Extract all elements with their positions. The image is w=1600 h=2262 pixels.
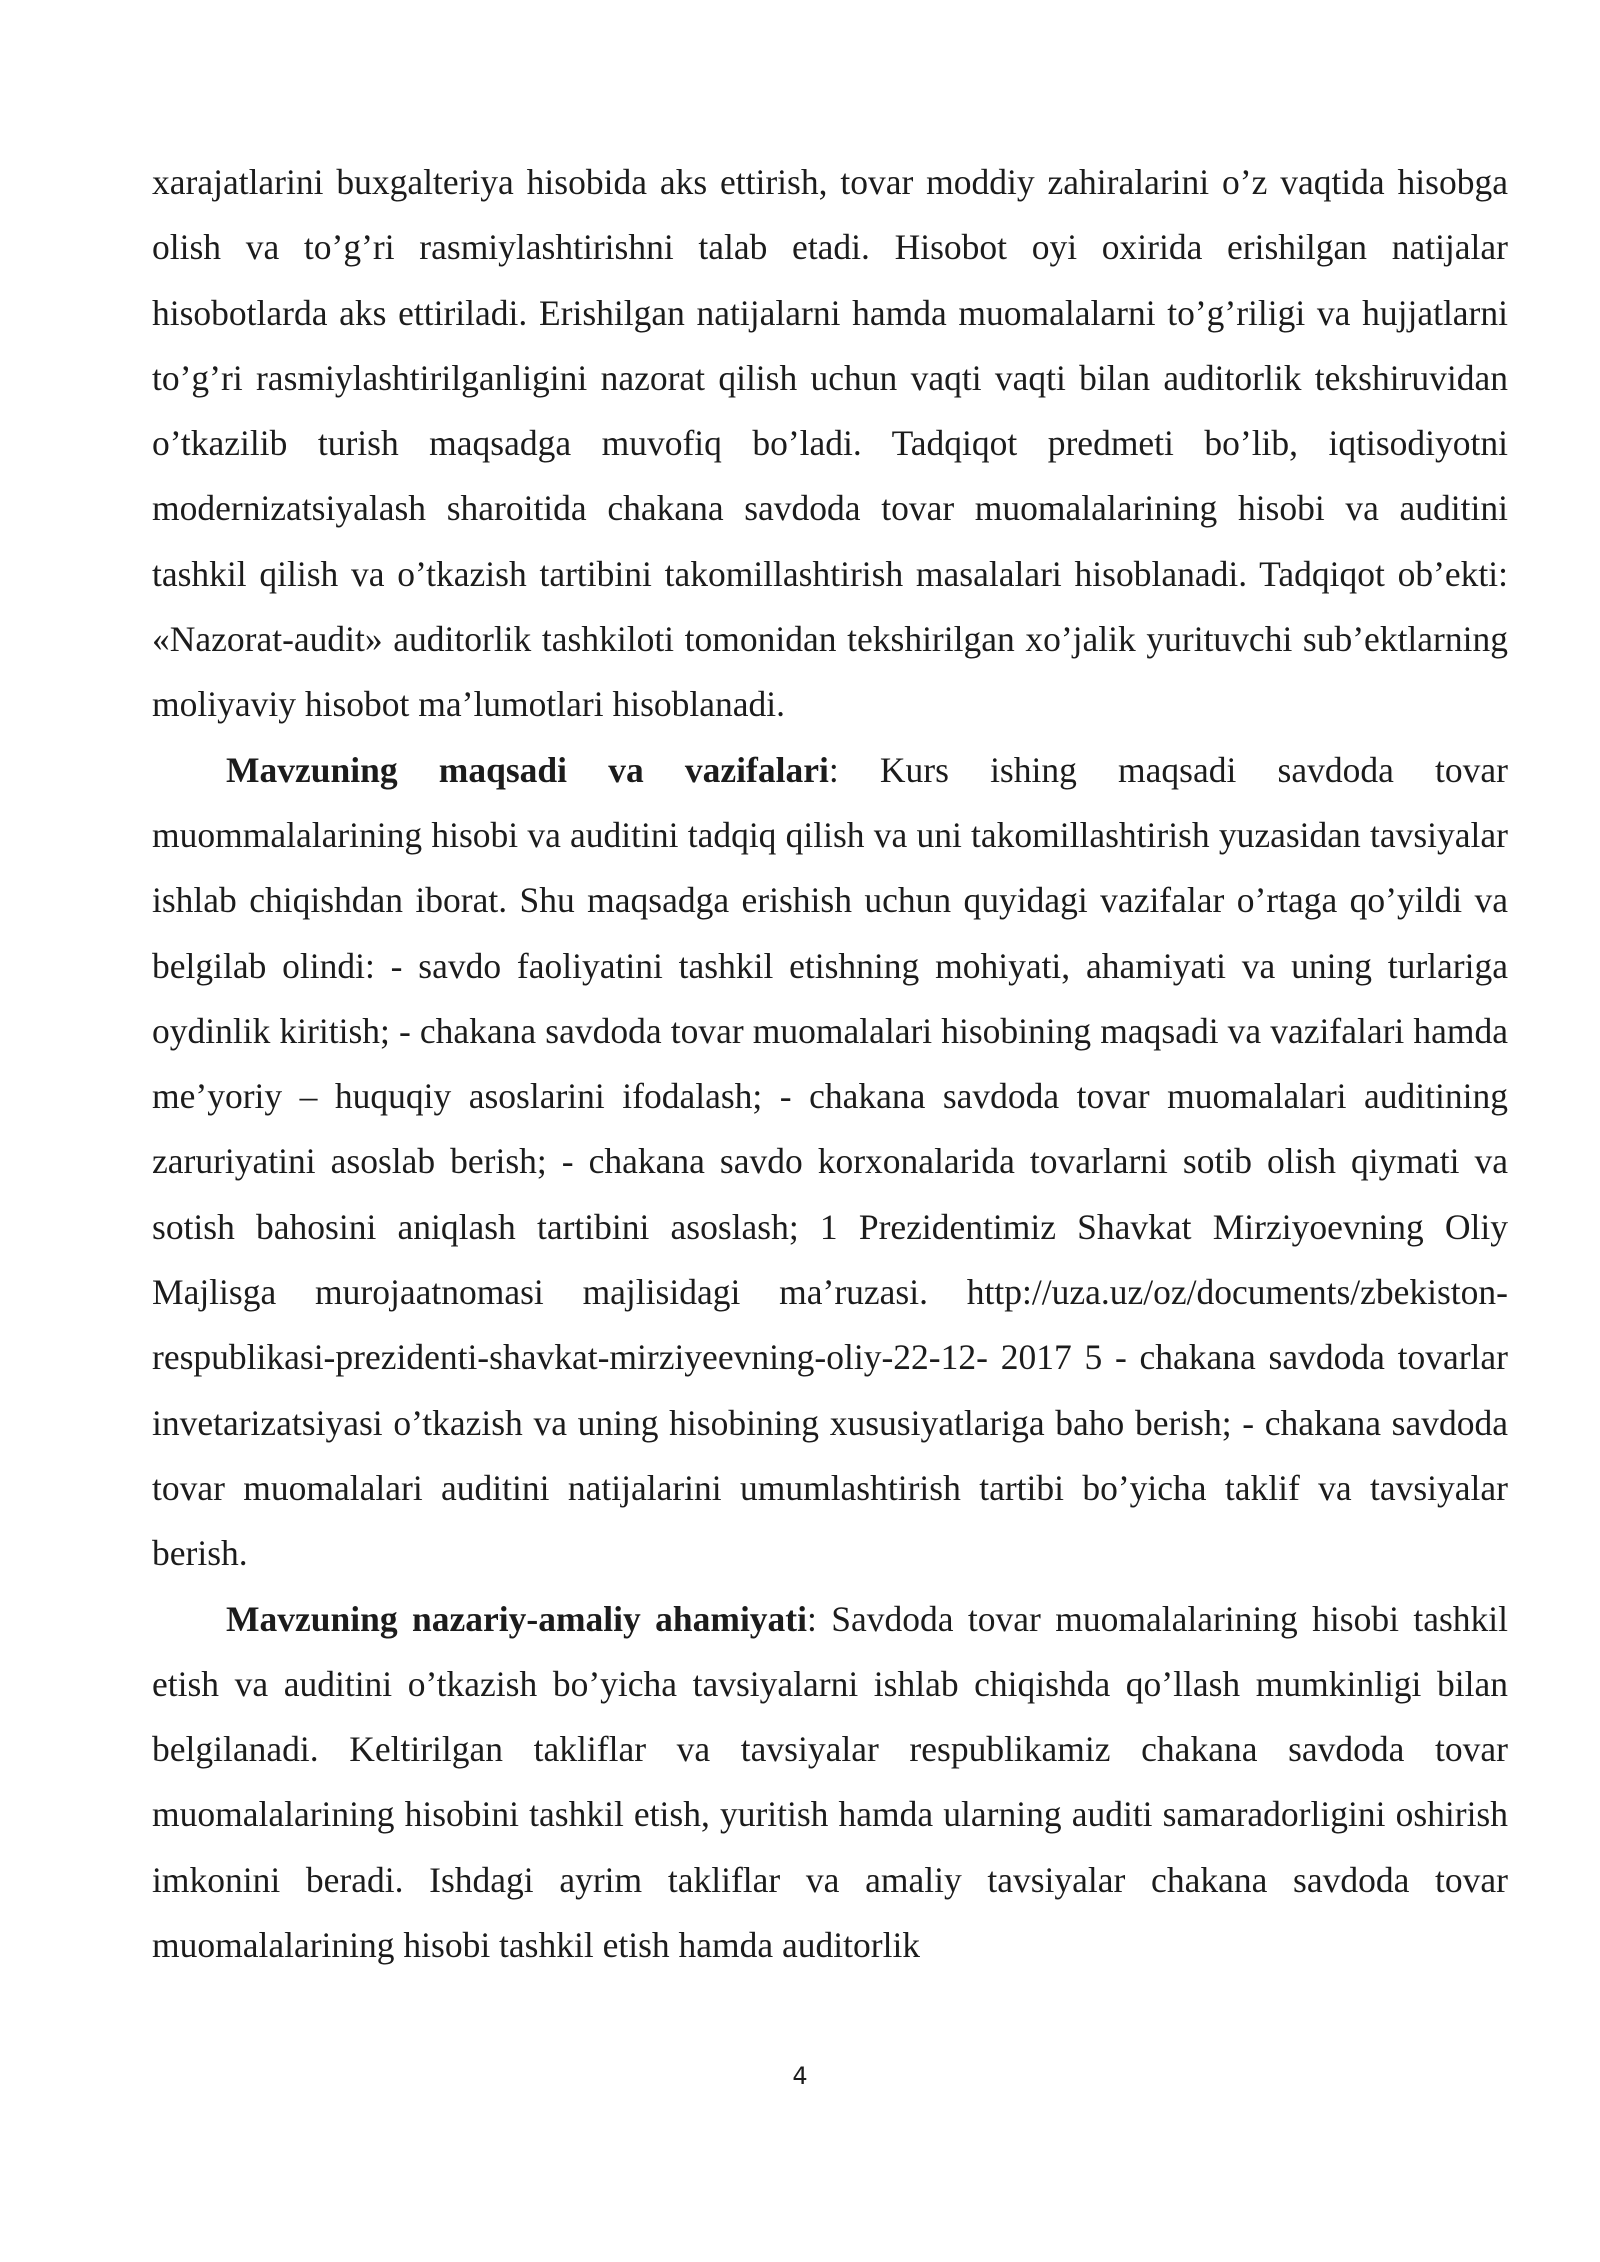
page-number: 4: [792, 2062, 808, 2090]
goals-text: : Kurs ishing maqsadi savdoda tovar muommalalarining hisobi va auditini tadqiq qilish va uni takomillashtirish yuzasidan tavsiyalar ishlab chiqishdan iborat. Shu maqsadga erishish uchun quyidagi vazifalar o’rtaga qo’yildi va belgilab olindi: - savdo faoliyatini tashkil etishning mohiyati, ahamiyati va uning turlariga oydinlik kiritish; - chakana savdoda tovar muomalalari hisobining maqsadi va vazifalari hamda me’yoriy – huquqiy asoslarini ifodalash; - chakana savdoda tovar muomalalari auditining zaruriyatini asoslab berish; - chakana savdo korxonalarida tovarlarni sotib olish qiymati va sotish bahosini aniqlash tartibini asoslash; 1 Prezidentimiz Shavkat Mirziyoevning Oliy Majlisga murojaatnomasi majlisidagi ma’ruzasi. http://uza.uz/oz/documents/zbekiston-respublikasi-prezidenti-shavkat-mirziyeevning-oliy-22-12- 2017 5 - chakana savdoda tovarlar invetarizatsiyasi o’tkazish va uning hisobining xususiyatlariga baho berish; - chakana savdoda tovar muomalalari auditini natijalarini umumlashtirish tartibi bo’yicha taklif va tavsiyalar berish.: [152, 749, 1508, 1574]
significance-heading: Mavzuning nazariy-amaliy ahamiyati: [226, 1598, 807, 1639]
significance-text: : Savdoda tovar muomalalarining hisobi tashkil etish va auditini o’tkazish bo’yicha tavsiyalarni ishlab chiqishda qo’llash mumkinligi bilan belgilanadi. Keltirilgan takliflar va tavsiyalar respublikamiz chakana savdoda tovar muomalalarining hisobini tashkil etish, yuritish hamda ularning auditi samaradorligini oshirish imkonini beradi. Ishdagi ayrim takliflar va amaliy tavsiyalar chakana savdoda tovar muomalalarining hisobi tashkil etish hamda auditorlik: [152, 1598, 1508, 1966]
paragraph-significance: [152, 1587, 1508, 1979]
goals-heading: Mavzuning maqsadi va vazifalari: [226, 749, 829, 790]
paragraph-intro: xarajatlarini buxgalteriya hisobida aks ettirish, tovar moddiy zahiralarini o’z vaqtida hisobga olish va to’g’ri rasmiylashtirishni talab etadi. Hisobot oyi oxirida erishilgan natijalar hisobotlarda aks ettiriladi. Erishilgan natijalarni hamda muomalalarni to’g’riligi va hujjatlarni to’g’ri rasmiylashtirilganligini nazorat qilish uchun vaqti vaqti bilan auditorlik tekshiruvidan o’tkazilib turish maqsadga muvofiq bo’ladi. Tadqiqot predmeti bo’lib, iqtisodiyotni modernizatsiyalash sharoitida chakana savdoda tovar muomalalarining hisobi va auditini tashkil qilish va o’tkazish tartibini takomillashtirish masalalari hisoblanadi. Tadqiqot ob’ekti: «Nazorat-audit» auditorlik tashkiloti tomonidan tekshirilgan xo’jalik yurituvchi sub’ektlarning moliyaviy hisobot ma’lumotlari hisoblanadi.: [152, 162, 1508, 725]
paragraph-goals: [152, 738, 1508, 1587]
document-body: [152, 150, 1508, 1978]
